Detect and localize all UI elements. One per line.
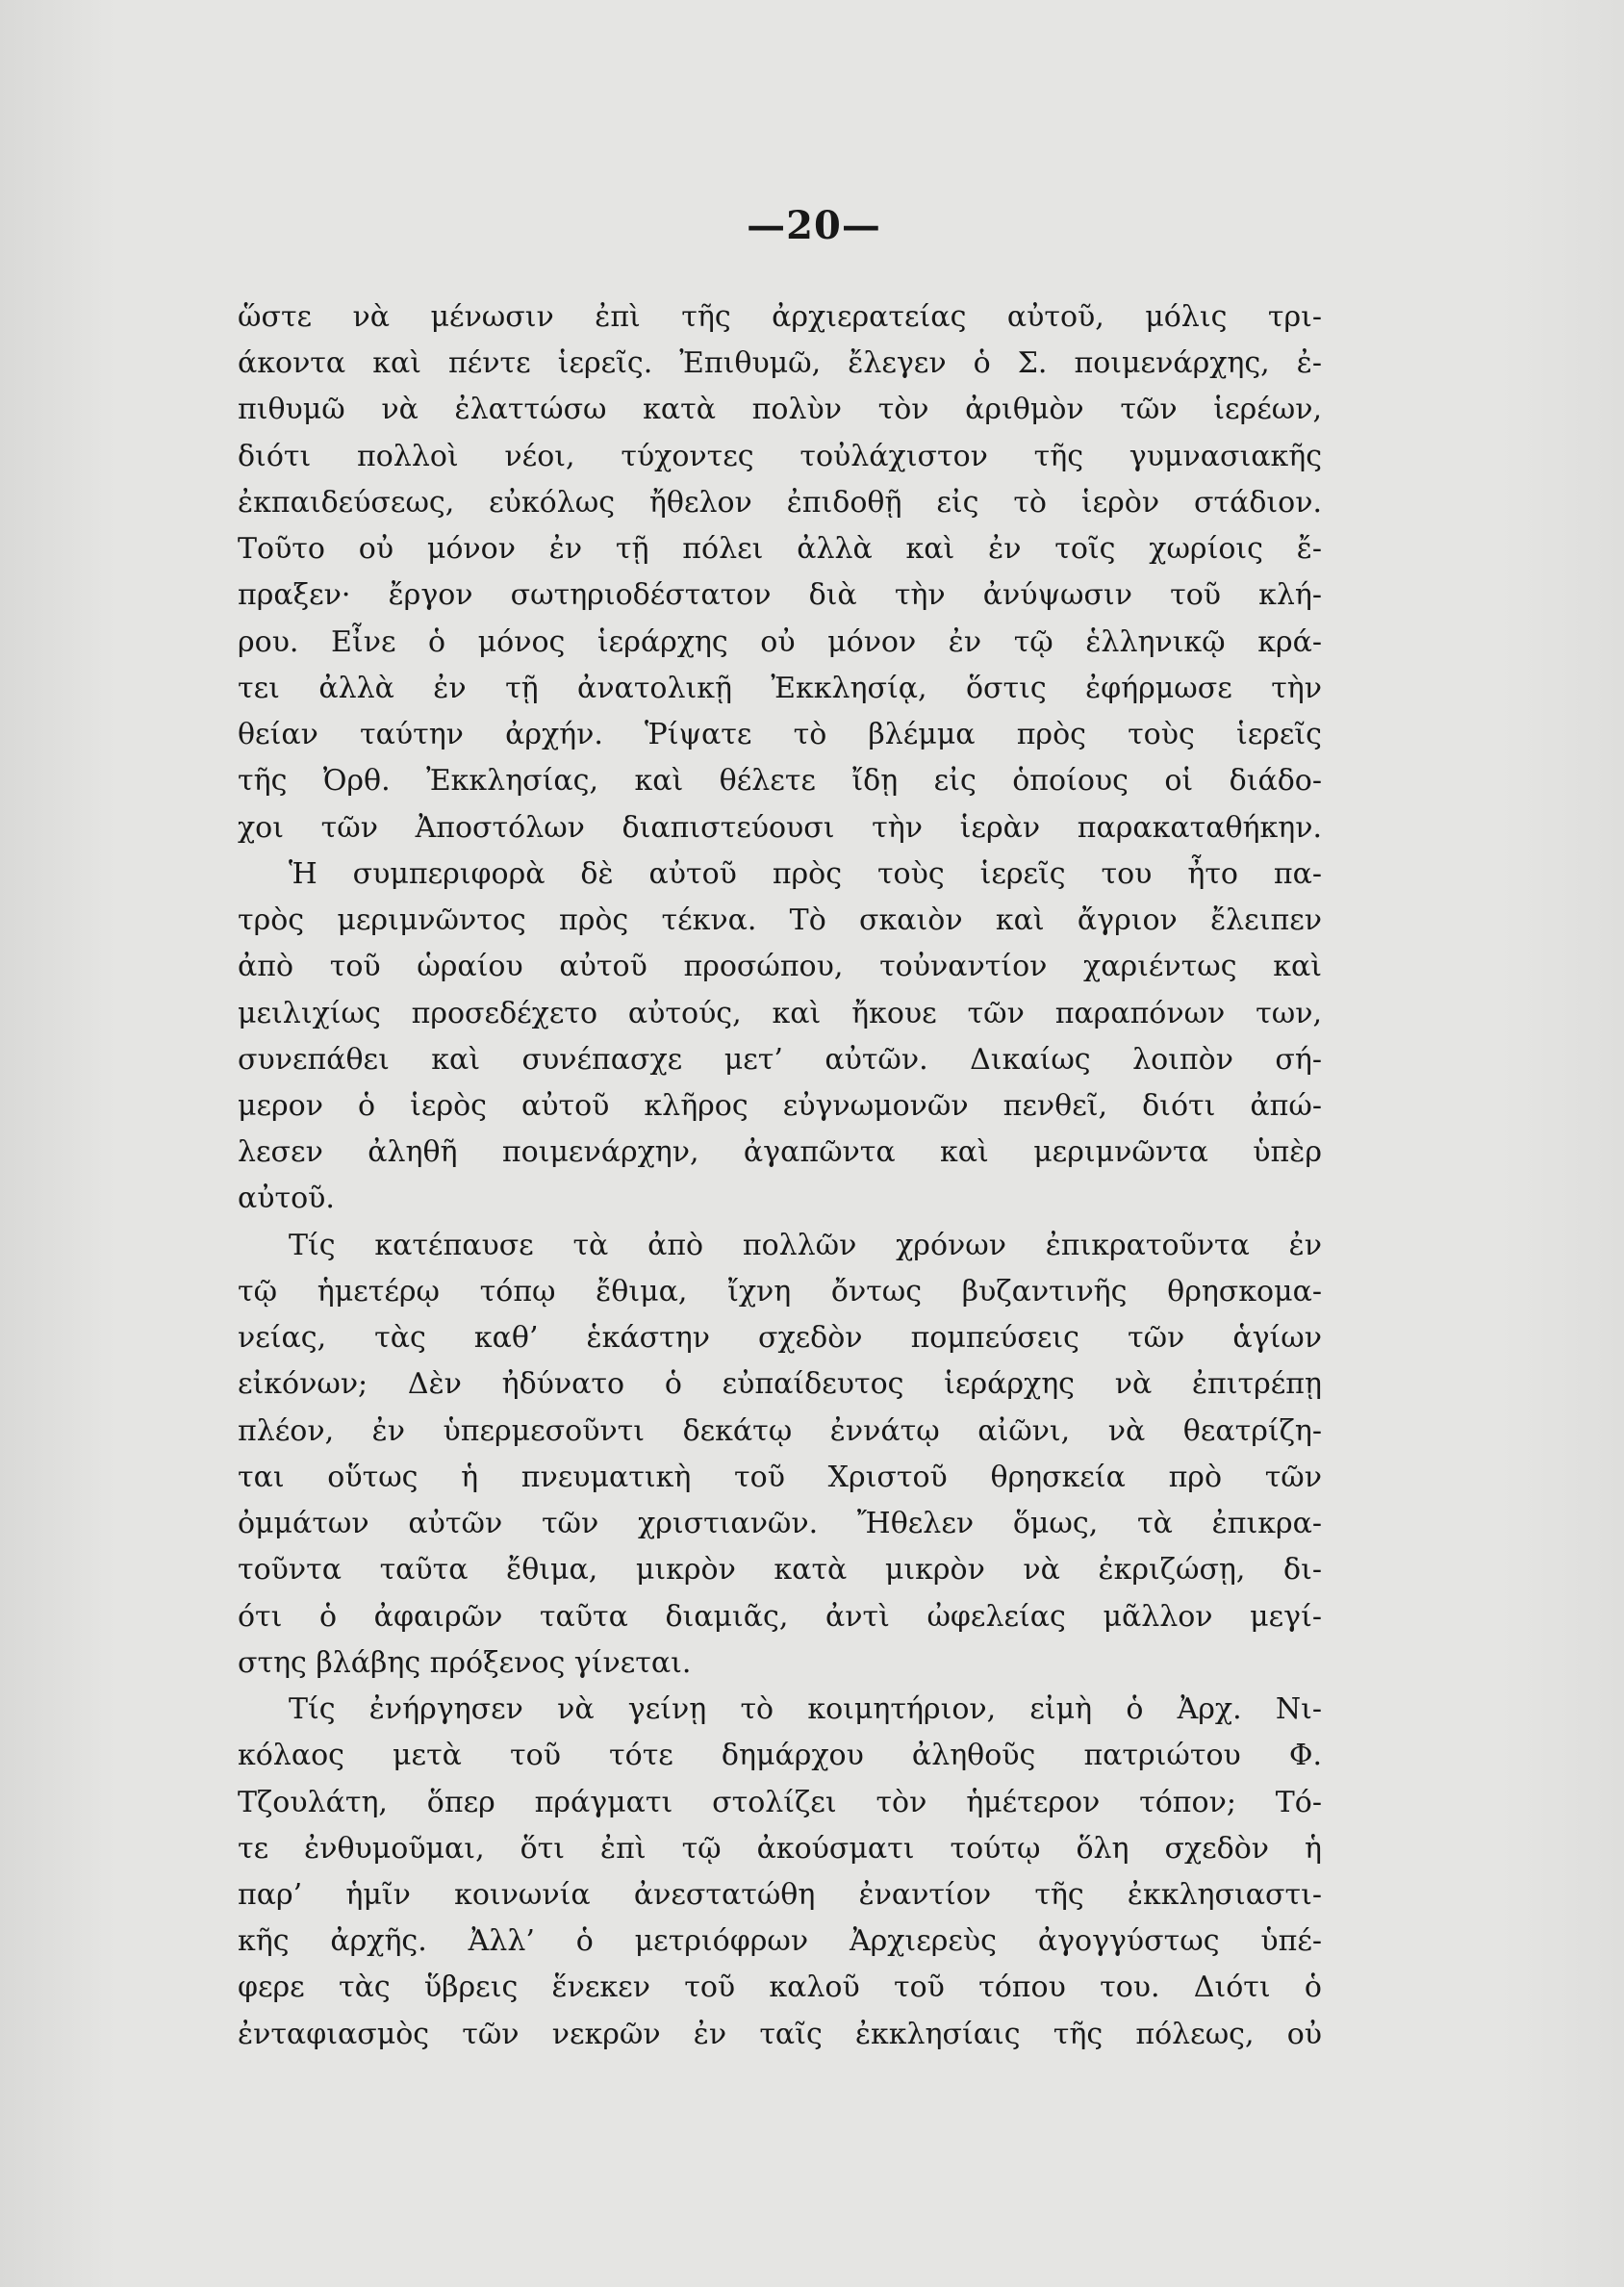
text-line: άκοντα καὶ πέντε ἱερεῖς. Ἐπιθυμῶ, ἔλεγεν ὁ Σ. ποιμενάρχης, ἐ- [238, 346, 1322, 381]
text-line: ἐκπαιδεύσεως, εὐκόλως ἤθελον ἐπιδοθῇ εἰς τὸ ἱερὸν στάδιον. [238, 485, 1322, 520]
text-line: ὀμμάτων αὐτῶν τῶν χριστιανῶν. Ἤθελεν ὅμως, τὰ ἐπικρα- [238, 1507, 1322, 1541]
paragraph [238, 851, 1322, 1223]
text-line: νείας, τὰς καθ’ ἑκάστην σχεδὸν πομπεύσεις τῶν ἁγίων [238, 1321, 1322, 1356]
text-line: πραξεν· ἔργον σωτηριοδέστατον διὰ τὴν ἀνύψωσιν τοῦ κλή- [238, 578, 1322, 613]
text-line: Τίς κατέπαυσε τὰ ἀπὸ πολλῶν χρόνων ἐπικρατοῦντα ἐν [289, 1228, 1322, 1262]
text-line: Τζουλάτη, ὅπερ πράγματι στολίζει τὸν ἡμέτερον τόπον; Τό- [238, 1785, 1322, 1819]
text-line: Τίς ἐνήργησεν νὰ γείνῃ τὸ κοιμητήριον, εἰμὴ ὁ Ἀρχ. Νι- [289, 1692, 1322, 1727]
text-line: ται οὕτως ἡ πνευματικὴ τοῦ Χριστοῦ θρησκεία πρὸ τῶν [238, 1460, 1322, 1494]
text-line: τει ἀλλὰ ἐν τῇ ἀνατολικῇ Ἐκκλησίᾳ, ὅστις ἐφήρμωσε τὴν [238, 671, 1322, 705]
text-line: κῆς ἀρχῆς. Ἀλλ’ ὁ μετριόφρων Ἀρχιερεὺς ἀγογγύστως ὑπέ- [238, 1924, 1322, 1959]
page-number: —20— [747, 203, 881, 248]
text-line: θείαν ταύτην ἀρχήν. Ῥίψατε τὸ βλέμμα πρὸς τοὺς ἱερεῖς [238, 718, 1322, 752]
text-line: κόλαος μετὰ τοῦ τότε δημάρχου ἀληθοῦς πατριώτου Φ. [238, 1739, 1322, 1773]
text-line: τρὸς μεριμνῶντος πρὸς τέκνα. Τὸ σκαιὸν καὶ ἄγριον ἔλειπεν [238, 903, 1322, 938]
text-line: αὐτοῦ. [238, 1182, 335, 1216]
text-line: λεσεν ἀληθῆ ποιμενάρχην, ἀγαπῶντα καὶ μεριμνῶντα ὑπὲρ [238, 1135, 1322, 1170]
text-line: τῷ ἡμετέρῳ τόπῳ ἔθιμα, ἴχνη ὄντως βυζαντινῆς θρησκομα- [238, 1274, 1322, 1309]
text-line: εἰκόνων; Δὲν ἠδύνατο ὁ εὐπαίδευτος ἱεράρχης νὰ ἐπιτρέπῃ [238, 1367, 1322, 1402]
text-line: ρου. Εἶνε ὁ μόνος ἱεράρχης οὐ μόνον ἐν τῷ ἑλληνικῷ κρά- [238, 624, 1322, 659]
text-line: τε ἐνθυμοῦμαι, ὅτι ἐπὶ τῷ ἀκούσματι τούτῳ ὅλη σχεδὸν ἡ [238, 1831, 1322, 1866]
text-line: διότι πολλοὶ νέοι, τύχοντες τοὐλάχιστον τῆς γυμνασιακῆς [238, 439, 1322, 473]
text-line: ὥστε νὰ μένωσιν ἐπὶ τῆς ἀρχιερατείας αὐτοῦ, μόλις τρι- [238, 300, 1322, 334]
text-line: ότι ὁ ἀφαιρῶν ταῦτα διαμιᾶς, ἀντὶ ὠφελείας μᾶλλον μεγί- [238, 1599, 1322, 1634]
paragraph [238, 1687, 1322, 2058]
text-line: ἐνταφιασμὸς τῶν νεκρῶν ἐν ταῖς ἐκκλησίαις τῆς πόλεως, οὐ [238, 2017, 1322, 2051]
text-line: μειλιχίως προσεδέχετο αὐτούς, καὶ ἤκουε τῶν παραπόνων των, [238, 996, 1322, 1030]
text-line: φερε τὰς ὕβρεις ἕνεκεν τοῦ καλοῦ τοῦ τόπου του. Διότι ὁ [238, 1970, 1322, 2005]
paragraph [238, 1223, 1322, 1687]
text-line: ἀπὸ τοῦ ὡραίου αὐτοῦ προσώπου, τοὐναντίον χαριέντως καὶ [238, 950, 1322, 984]
body-text [238, 294, 1322, 2058]
text-line: πιθυμῶ νὰ ἐλαττώσω κατὰ πολὺν τὸν ἀριθμὸν τῶν ἱερέων, [238, 393, 1322, 427]
text-line: στης βλάβης πρόξενος γίνεται. [238, 1645, 692, 1680]
text-line: χοι τῶν Ἀποστόλων διαπιστεύουσι τὴν ἱερὰν παρακαταθήκην. [238, 810, 1322, 845]
text-line: τῆς Ὀρθ. Ἐκκλησίας, καὶ θέλετε ἴδῃ εἰς ὁποίους οἱ διάδο- [238, 764, 1322, 799]
paragraph-continued [238, 294, 1322, 851]
text-line: μερον ὁ ἱερὸς αὐτοῦ κλῆρος εὐγνωμονῶν πενθεῖ, διότι ἀπώ- [238, 1088, 1322, 1123]
text-line: συνεπάθει καὶ συνέπασχε μετ’ αὐτῶν. Δικαίως λοιπὸν σή- [238, 1042, 1322, 1077]
text-line: πλέον, ἐν ὑπερμεσοῦντι δεκάτῳ ἐννάτῳ αἰῶνι, νὰ θεατρίζη- [238, 1413, 1322, 1448]
text-line: τοῦντα ταῦτα ἔθιμα, μικρὸν κατὰ μικρὸν νὰ ἐκριζώσῃ, δι- [238, 1553, 1322, 1588]
text-line: Τοῦτο οὐ μόνον ἐν τῇ πόλει ἀλλὰ καὶ ἐν τοῖς χωρίοις ἔ- [238, 532, 1322, 567]
text-line: παρ’ ἡμῖν κοινωνία ἀνεστατώθη ἐναντίον τῆς ἐκκλησιαστι- [238, 1877, 1322, 1912]
text-line: Ἡ συμπεριφορὰ δὲ αὐτοῦ πρὸς τοὺς ἱερεῖς του ἦτο πα- [289, 856, 1322, 891]
